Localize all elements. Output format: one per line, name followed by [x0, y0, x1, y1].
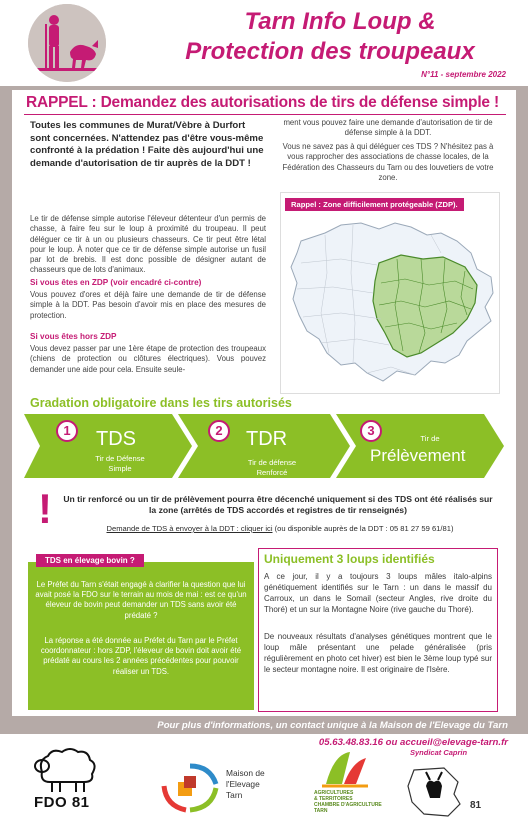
shepherd-dog-icon	[28, 4, 106, 82]
caprin-label: Syndicat Caprin	[410, 748, 468, 757]
bovin-tag: TDS en élevage bovin ?	[36, 554, 144, 567]
tds-request-link[interactable]: Demande de TDS à envoyer à la DDT : cliquer ici	[106, 524, 273, 533]
rappel-title: RAPPEL : Demandez des autorisations de tirs de défense simple !	[26, 94, 499, 111]
maison-line-3: Tarn	[226, 790, 243, 800]
right-text-2: Vous ne savez pas à qui déléguer ces TDS ? N'hésitez pas à vous rapprocher des associations de chasse locales, de la Fédération des Chasseurs du Tarn ou des louvetiers de votre zone.	[282, 142, 494, 182]
contact-line-2: 05.63.48.83.16 ou accueil@elevage-tarn.fr	[318, 737, 508, 748]
warning-text: Un tir renforcé ou un tir de prélèvement pourra être décenché uniquement si des TDS ont été réalisés sur la zone (arrêtés de TDS accordés et registres de tir renseignés)	[63, 494, 493, 516]
issue-date: N°11 - septembre 2022	[421, 70, 506, 79]
agri-line-1: AGRICULTURES	[314, 790, 354, 796]
caprin-code: 81	[470, 800, 482, 811]
zdp-text: Vous pouvez d'ores et déjà faire une demande de tir de défense simple à la DDT. Pas besoin d'avoir mis en place des mesures de protection.	[30, 290, 266, 320]
maison-elevage-logo	[160, 762, 220, 814]
step-2-desc-1: Tir de défense	[247, 458, 297, 467]
zdp-heading: Si vous êtes en ZDP (voir encadré ci-contre)	[30, 278, 202, 287]
maison-elevage-text	[226, 768, 265, 801]
step-1-desc-1: Tir de Défense	[95, 454, 145, 463]
zdp-map-label: Rappel : Zone difficilement protégeable (ZDP).	[285, 198, 464, 211]
lead-paragraph: Toutes les communes de Murat/Vèbre à Durfort sont concernées. N'attendez pas d'être vous-même confronté à la prédation ! Faite dès aujourd'hui une demande d'autorisation de tir auprès de la DDT !	[30, 120, 264, 169]
step-3-desc-1: Tir de	[420, 434, 440, 443]
maison-line-2: l'Elevage	[226, 779, 260, 789]
step-2-label: TDR	[246, 428, 288, 450]
agri-line-4: TARN	[314, 808, 328, 814]
contact-line-1: Pour plus d'informations, un contact unique à la Maison de l'Elevage du Tarn	[157, 720, 508, 731]
hors-zdp-heading: Si vous êtes hors ZDP	[30, 332, 117, 341]
wolves-title: Uniquement 3 loups identifiés	[264, 552, 435, 566]
maison-line-1: Maison de	[226, 768, 265, 778]
step-3-number: 3	[360, 420, 382, 442]
tds-explanation: Le tir de défense simple autorise l'éleveur détenteur d'un permis de chasse, à faire feu sur le loup à proximité du troupeau. Il peut déléguer ce tir à un ou plusieurs chasseurs. Ce tir peut être létal pour le loup. À noter que ce tir de défense simple autorise un fusil par lot de brebis. Il est donc possible de désigner autant de chasseurs que de lots d'animaux.	[30, 214, 266, 275]
goat-icon	[404, 764, 464, 820]
agri-line-2: & TERRITOIRES	[314, 796, 353, 802]
title-line-1: Tarn Info Loup &	[244, 8, 436, 35]
tarn-map	[281, 193, 499, 393]
tds-request-line	[60, 524, 500, 533]
agricultures-territoires-logo	[320, 748, 370, 788]
shepherd-logo	[28, 4, 106, 82]
header	[0, 0, 528, 92]
sheep-icon	[30, 744, 104, 794]
tds-request-phone: (ou disponible auprès de la DDT : 05 81 27 59 61/81)	[272, 524, 454, 533]
gradation-title: Gradation obligatoire dans les tirs autorisés	[30, 396, 292, 410]
warning-exclamation-icon: !	[38, 485, 52, 532]
step-3-label: Prélèvement	[370, 446, 466, 465]
fdo-label: FDO 81	[34, 794, 90, 811]
step-1-label: TDS	[96, 428, 136, 450]
agri-text	[314, 790, 384, 814]
step-2-desc-2: Renforcé	[256, 468, 288, 477]
hors-zdp-text: Vous devez passer par une 1ère étape de protection des troupeaux (chiens de protection ou clôtures électriques). Vous pouvez demander une aide pour cela. Ensuite seule-	[30, 344, 266, 374]
wolves-para-2: De nouveaux résultats d'analyses génétiques montrent que le loup mâle présentant une pelade généralisée (pris régulièrement en photo cet hiver) est bien le 3ème loup typé sur le secteur montagne noire. Il est originaire de l'Isère.	[264, 632, 492, 674]
step-1-desc-2: Simple	[108, 464, 132, 473]
zdp-map	[280, 192, 500, 394]
divider	[24, 114, 506, 115]
step-2-number: 2	[208, 420, 230, 442]
bovin-para-1: Le Préfet du Tarn s'était engagé à clarifier la question que lui avait posé la FDO sur le terrain au mois de mai : est ce qu'un éleveur de bovin peut demander un TDS sans avoir été prédaté ?	[35, 580, 247, 620]
bovin-para-2: La réponse a été donnée au Préfet du Tarn par le Préfet coordonnateur : hors ZDP, l'éleveur de bovin doit avoir été prédaté au cours les 2 années précédentes pour pouvoir réaliser un TDS.	[40, 636, 242, 676]
title-line-2: Protection des troupeaux	[185, 38, 475, 65]
wolves-para-1: A ce jour, il y a toujours 3 loups mâles italo-alpins génétiquement identifiés sur le Tarn : un dans le massif du Carroux, un dans le Somail (secteur Angles, rive droite du Thoré) et un sur la Montagne Noire (rive gauche du Thoré).	[264, 572, 492, 614]
agri-line-3: CHAMBRE D'AGRICULTURE	[314, 802, 382, 808]
step-1-number: 1	[56, 420, 78, 442]
right-text-1: ment vous pouvez faire une demande d'autorisation de tir de défense simple à la DDT.	[283, 118, 493, 138]
